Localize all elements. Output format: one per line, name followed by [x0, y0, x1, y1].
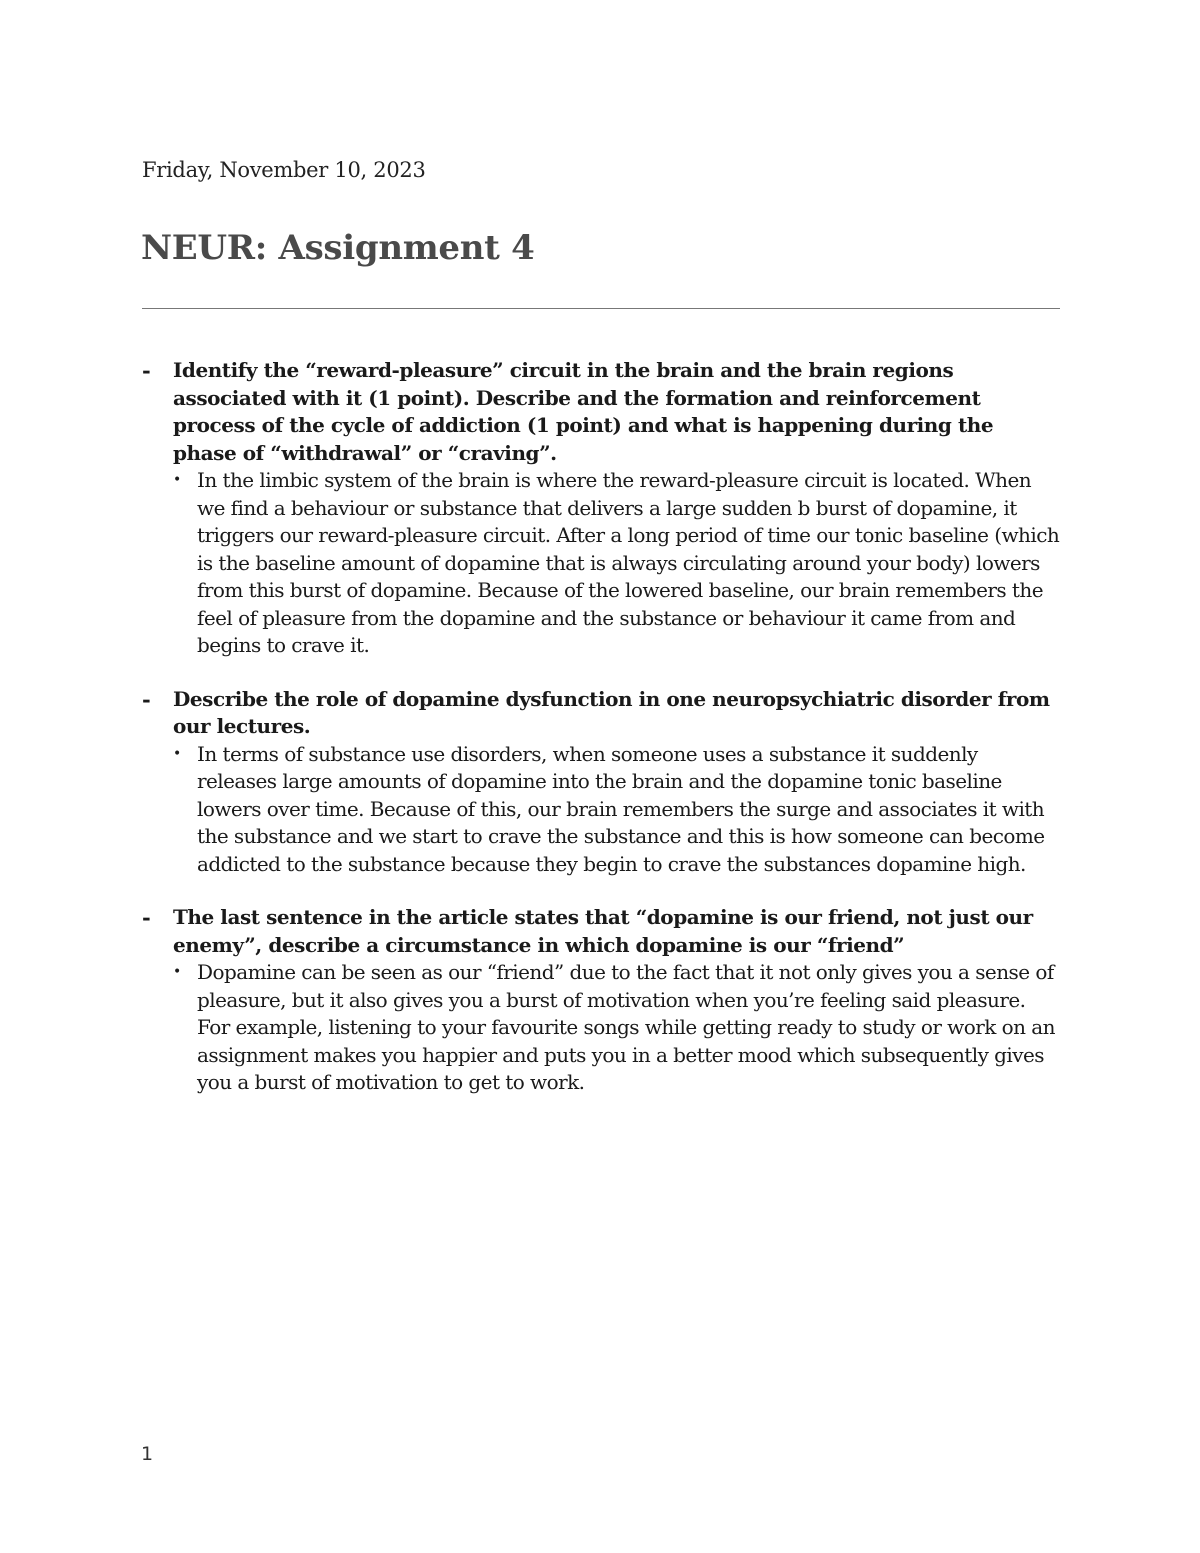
page-number: 1: [141, 1443, 154, 1465]
answer-list: [173, 959, 1062, 1097]
answer-body: In terms of substance use disorders, when someone uses a substance it suddenly releases large amounts of dopamine into the brain and the dopamine tonic baseline lowers over time. Because of this, our brain remembers the surge and associates it with the substance and we start to crave the substance and this is how someone can become addicted to the substance because they begin to crave the substances dopamine high.: [197, 741, 1045, 876]
document-date: Friday, November 10, 2023: [142, 158, 426, 182]
answer-body: Dopamine can be seen as our “friend” due to the fact that it not only gives you a sense of pleasure, but it also gives you a burst of motivation when you’re feeling said pleasure. For example, listening to your favourite songs while getting ready to study or work on an assignment makes you happier and puts you in a better mood which subsequently gives you a burst of motivation to get to work.: [197, 960, 1055, 1094]
answer-text: [173, 467, 1062, 660]
answer-text: [173, 741, 1062, 879]
question-item-3: [142, 904, 1062, 1097]
question-text: Identify the “reward-pleasure” circuit in the brain and the brain regions associated with it (1 point). Describe and the formation and reinforcement process of the cycle of addiction (1 point) and what is happening during the phase of “withdrawal” or “craving”.: [173, 358, 994, 465]
question-text: The last sentence in the article states that “dopamine is our friend, not just our enemy”, describe a circumstance in which dopamine is our “friend”: [173, 905, 1033, 957]
page-title: NEUR: Assignment 4: [141, 228, 535, 268]
question-item-2: [142, 686, 1062, 879]
question-item-1: [142, 357, 1062, 660]
bullet-icon: •: [173, 745, 181, 762]
answer-text: [173, 959, 1062, 1097]
answer-list: [173, 467, 1062, 660]
dash-marker: -: [142, 358, 151, 383]
bullet-icon: •: [173, 472, 181, 488]
answer-body: In the limbic system of the brain is where the reward-pleasure circuit is located. When we find a behaviour or substance that delivers a large sudden b burst of dopamine, it triggers our reward-pleasure circuit. After a long period of time our tonic baseline (which is the baseline amount of dopamine that is always circulating around your body) lowers from this burst of dopamine. Because of the lowered baseline, our brain remembers the feel of pleasure from the dopamine and the substance or behaviour it came from and begins to crave it.: [197, 468, 1060, 657]
question-text: Describe the role of dopamine dysfunction in one neuropsychiatric disorder from our lectures.: [173, 686, 1050, 738]
bullet-icon: •: [173, 964, 181, 980]
dash-marker: -: [142, 686, 151, 712]
question-list: [142, 357, 1062, 1123]
dash-marker: -: [142, 905, 151, 930]
answer-list: [173, 741, 1062, 879]
title-divider: [142, 308, 1060, 309]
